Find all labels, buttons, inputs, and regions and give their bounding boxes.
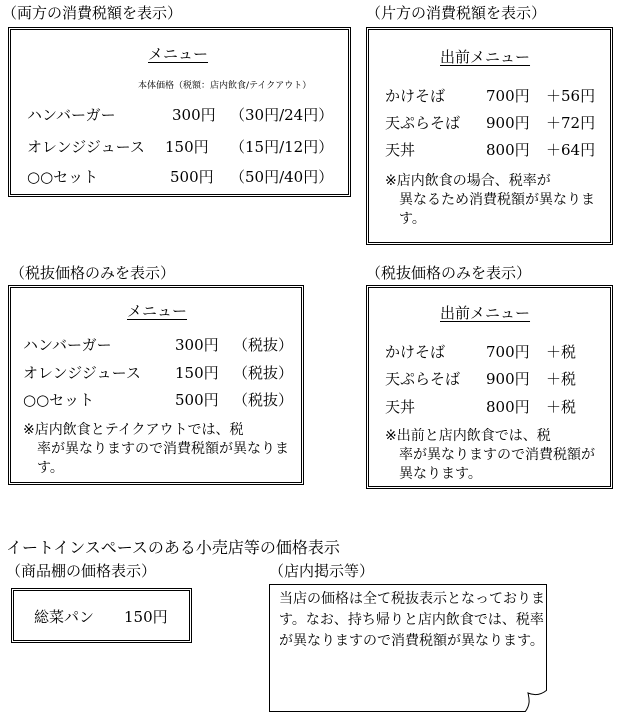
item-name: かけそば <box>385 87 446 105</box>
item-tax: ＋税 <box>546 343 577 361</box>
item-price: 500円 <box>175 391 219 409</box>
tax-note <box>23 421 295 478</box>
item-price: 700円 <box>486 87 530 105</box>
page-curl-corner <box>525 690 547 712</box>
store-notice-text: 当店の価格は全て税抜表示となっております。なお、持ち帰りと店内飲食では、税率が異なりますので消費税額が異なります。 <box>279 591 545 649</box>
item-tax: （税抜） <box>233 391 294 409</box>
caption-store-notice: （店内掲示等） <box>269 562 375 580</box>
item-tax: ＋税 <box>546 398 577 416</box>
item-price: 800円 <box>486 141 530 159</box>
tax-note-line: ※店内飲食の場合、税率が <box>385 173 551 189</box>
menu-title: 出前メニュー <box>440 304 531 322</box>
tax-note-line: ※店内飲食とテイクアウトでは、税 <box>23 422 244 438</box>
item-tax: （税抜） <box>233 364 294 382</box>
item-tax: ＋64円 <box>546 141 596 159</box>
item-price: 300円 <box>172 106 216 124</box>
item-name: オレンジジュース <box>27 138 145 156</box>
item-price: 900円 <box>486 370 530 388</box>
item-tax: ＋72円 <box>546 114 596 132</box>
item-tax: （税抜） <box>233 336 294 354</box>
tax-note-line: 異なるため消費税額が異なります。 <box>399 192 595 227</box>
shelf-item-name: 総菜パン <box>34 608 95 626</box>
caption-excl-tax-left: （税抜価格のみを表示） <box>10 264 176 282</box>
menu-title: メニュー <box>127 302 188 320</box>
item-name: 天ぷらそば <box>385 114 461 132</box>
tax-note <box>385 427 607 484</box>
price-header: 本体価格（税額：店内飲食/テイクアウト） <box>138 81 312 91</box>
item-name: 天丼 <box>385 398 416 416</box>
item-price: 700円 <box>486 343 530 361</box>
item-tax: （30円/24円） <box>230 106 334 124</box>
item-name: ハンバーガー <box>23 336 112 354</box>
item-name: ○○セット <box>27 168 99 186</box>
caption-shelf-price: （商品棚の価格表示） <box>6 562 157 580</box>
item-tax: （50円/40円） <box>230 168 334 186</box>
item-name: ハンバーガー <box>27 106 116 124</box>
item-name: オレンジジュース <box>23 364 141 382</box>
item-price: 800円 <box>486 398 530 416</box>
item-price: 300円 <box>175 336 219 354</box>
caption-excl-tax-right: （税抜価格のみを表示） <box>366 264 532 282</box>
item-tax: ＋税 <box>546 370 577 388</box>
item-price: 150円 <box>165 138 209 156</box>
item-price: 150円 <box>175 364 219 382</box>
item-tax: （15円/12円） <box>230 138 334 156</box>
item-name: ○○セット <box>23 391 95 409</box>
tax-note-line: 率が異なりますので消費税額が異なります。 <box>399 447 595 482</box>
item-name: 天丼 <box>385 141 416 159</box>
item-name: 天ぷらそば <box>385 370 461 388</box>
menu-title: 出前メニュー <box>440 48 531 66</box>
caption-one-tax: （片方の消費税額を表示） <box>366 4 547 22</box>
shelf-item-price: 150円 <box>124 608 168 626</box>
tax-note <box>385 172 607 229</box>
caption-both-tax: （両方の消費税額を表示） <box>2 4 183 22</box>
tax-note-line: ※出前と店内飲食では、税 <box>385 428 551 444</box>
item-price: 500円 <box>170 168 214 186</box>
item-price: 900円 <box>486 114 530 132</box>
tax-note-line: 率が異なりますので消費税額が異なります。 <box>37 441 289 476</box>
section-heading: イートインスペースのある小売店等の価格表示 <box>6 538 340 557</box>
menu-title: メニュー <box>148 45 209 63</box>
item-name: かけそば <box>385 343 446 361</box>
item-tax: ＋56円 <box>546 87 596 105</box>
